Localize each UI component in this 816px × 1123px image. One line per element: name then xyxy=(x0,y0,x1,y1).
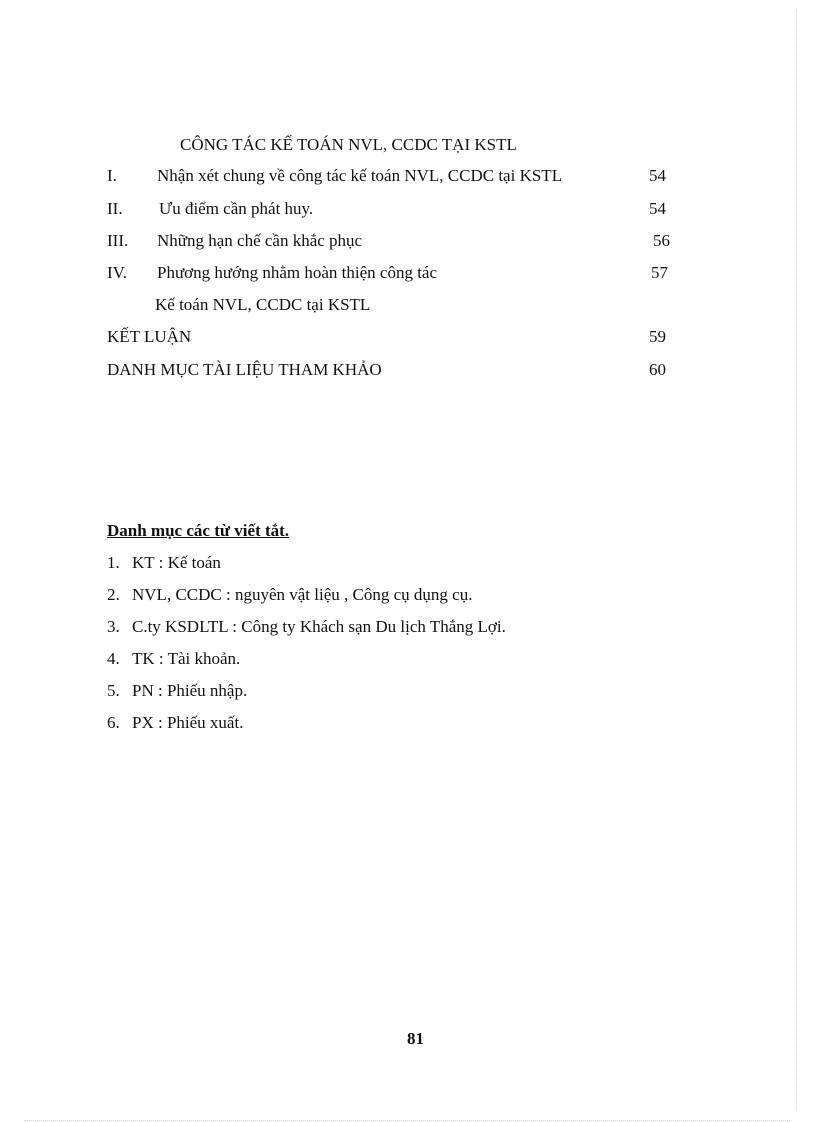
page-footer-divider xyxy=(24,1120,790,1121)
toc-item-label: Nhận xét chung về công tác kế toán NVL, CCDC tại KSTL xyxy=(157,166,563,185)
toc-item-page: 54 xyxy=(649,166,666,185)
abbreviation-number: 2. xyxy=(107,585,120,604)
toc-references-label: DANH MỤC TÀI LIỆU THAM KHẢO xyxy=(107,360,382,379)
page-number: 81 xyxy=(407,1029,424,1048)
toc-conclusion-page: 59 xyxy=(649,327,666,346)
abbreviation-number: 4. xyxy=(107,649,120,668)
page-edge-divider xyxy=(796,10,797,1110)
toc-item-number: I. xyxy=(107,166,117,185)
abbreviation-number: 5. xyxy=(107,681,120,700)
toc-item-label: Ưu điểm cần phát huy. xyxy=(159,199,314,218)
toc-section-heading: CÔNG TÁC KẾ TOÁN NVL, CCDC TẠI KSTL xyxy=(180,135,517,154)
toc-item-number: III. xyxy=(107,231,129,250)
toc-item-page: 54 xyxy=(649,199,666,218)
abbreviation-text: C.ty KSDLTL : Công ty Khách sạn Du lịch Thắng Lợi. xyxy=(132,617,506,636)
toc-item-label: Những hạn chế cần khắc phục xyxy=(157,231,363,250)
toc-conclusion-label: KẾT LUẬN xyxy=(107,327,192,346)
abbreviation-text: PX : Phiếu xuất. xyxy=(132,713,244,732)
abbreviation-text: KT : Kế toán xyxy=(132,553,221,572)
abbreviation-number: 1. xyxy=(107,553,120,572)
abbreviation-text: TK : Tài khoản. xyxy=(132,649,241,668)
abbreviation-number: 3. xyxy=(107,617,120,636)
abbreviation-text: PN : Phiếu nhập. xyxy=(132,681,248,700)
toc-item-label: Phương hướng nhằm hoàn thiện công tác xyxy=(157,263,438,282)
toc-item-page: 57 xyxy=(651,263,668,282)
abbreviation-number: 6. xyxy=(107,713,120,732)
abbreviations-title: Danh mục các từ viết tắt. xyxy=(107,521,290,540)
toc-item-number: IV. xyxy=(107,263,127,282)
toc-references-page: 60 xyxy=(649,360,666,379)
toc-item-number: II. xyxy=(107,199,123,218)
toc-item-page: 56 xyxy=(653,231,670,250)
toc-item-label-continued: Kế toán NVL, CCDC tại KSTL xyxy=(155,295,371,314)
abbreviation-text: NVL, CCDC : nguyên vật liệu , Công cụ dụng cụ. xyxy=(132,585,473,604)
